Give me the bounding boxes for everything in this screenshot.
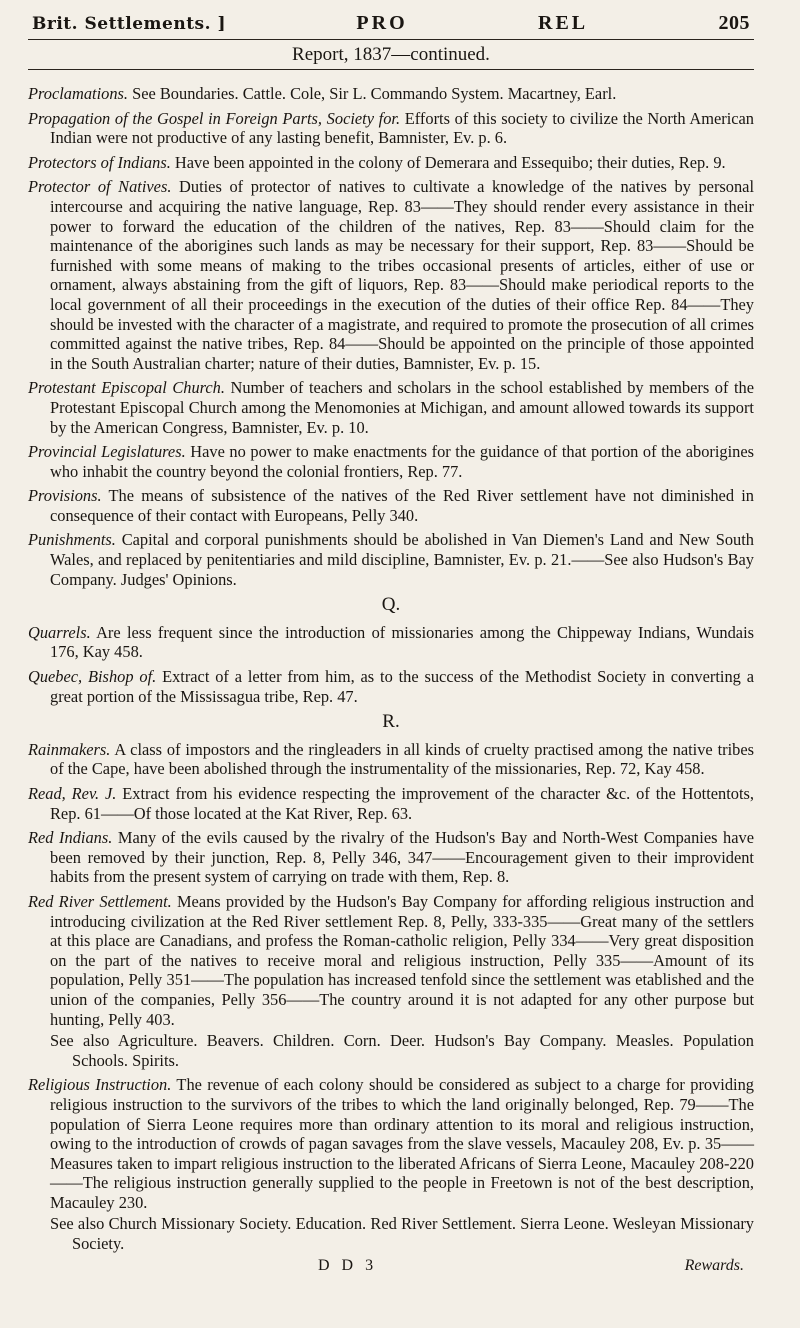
index-entry xyxy=(28,378,754,437)
index-entry xyxy=(28,1031,754,1070)
index-entry xyxy=(28,486,754,525)
entry-heading: Protestant Episcopal Church. xyxy=(28,378,225,398)
entry-heading: Quebec, Bishop of. xyxy=(28,667,157,687)
entries-group-q xyxy=(28,623,754,706)
entry-text: A class of impostors and the ringleaders in all kinds of cruelty practised among the native tribes of the Cape, have been abolished through the instrumentality of the missionaries, Rep. 72, Kay 458. xyxy=(50,739,754,779)
entry-text: Are less frequent since the introduction of missionaries among the Chippeway Indians, Wundais 176, Kay 458. xyxy=(50,622,754,662)
catchword: Rewards. xyxy=(684,1256,744,1274)
entry-heading: Rainmakers. xyxy=(28,739,111,759)
entries-group-r xyxy=(28,740,754,1254)
running-head-catch-right: REL xyxy=(538,12,589,34)
entry-text: See also Agriculture. Beavers. Children. Corn. Deer. Hudson's Bay Company. Measles. Population Schools. Spirits. xyxy=(50,1031,754,1070)
entry-text: Means provided by the Hudson's Bay Company for affording religious instruction and introducing civilization at the Red River settlement Rep. 8, Pelly, 333-335——Great many of the settlers at this place are Canadians, and profess the Roman-catholic religion, Pelly 334——Very great disposition on the part of the natives to receive moral and religious instruction, Pelly 335——Amount of its population, Pelly 351——The population has increased tenfold since the settlement was etablished and the union of the companies, Pelly 356——The country around it is not adapted for any other purpose but hunting, Pelly 403. xyxy=(50,891,755,1029)
running-head xyxy=(28,12,754,35)
index-entry xyxy=(28,740,754,779)
entry-heading: Red Indians. xyxy=(28,828,113,848)
entry-text: Efforts of this society to civilize the North American Indian were not productive of any lasting benefit, Bamnister, Ev. p. 6. xyxy=(50,108,754,148)
entry-text: Extract of a letter from him, as to the success of the Methodist Society in converting a great portion of the Mississagua tribe, Rep. 47. xyxy=(50,667,754,706)
report-subtitle: Report, 1837—continued. xyxy=(292,44,490,65)
entry-heading: Propagation of the Gospel in Foreign Parts, Society for. xyxy=(28,108,401,128)
index-entry xyxy=(28,153,754,173)
entry-heading: Religious Instruction. xyxy=(28,1075,172,1095)
header-rule xyxy=(28,39,754,40)
index-entry xyxy=(28,1075,754,1212)
index-entry xyxy=(28,828,754,887)
entry-heading: Quarrels. xyxy=(28,622,91,642)
signature-mark: D D 3 xyxy=(318,1256,378,1274)
entry-heading: Proclamations. xyxy=(28,84,129,103)
running-head-title: Brit. Settlements. ] xyxy=(32,14,227,34)
index-entry xyxy=(28,667,754,706)
entry-text: Extract from his evidence respecting the improvement of the character &c. of the Hottentots, Rep. 61——Of those located at the Kat River, Rep. 63. xyxy=(50,784,754,823)
entry-text: The means of subsistence of the natives of the Red River settlement have not diminished in consequence of their contact with Europeans, Pelly 340. xyxy=(50,486,754,525)
index-entries xyxy=(28,84,754,1254)
page-footer xyxy=(28,1257,754,1275)
entry-heading: Punishments. xyxy=(28,530,116,550)
index-entry xyxy=(28,84,754,104)
entry-heading: Red River Settlement. xyxy=(28,891,172,911)
entry-heading: Protectors of Indians. xyxy=(28,152,171,172)
entry-heading: Protector of Natives. xyxy=(28,177,172,197)
entries-group-p xyxy=(28,84,754,589)
subtitle-rule xyxy=(28,69,754,70)
index-entry xyxy=(28,1214,754,1253)
index-entry xyxy=(28,623,754,662)
entry-text: The revenue of each colony should be considered as subject to a charge for providing religious instruction to the survivors of the tribes to which the land originally belonged, Rep. 79——The population of Sierra Leone requires more than ordinary attention to its moral and religious instruction, owing to the introduction of crowds of pagan savages from the slave vessels, Macauley 208, Ev. p. 35——Measures taken to impart religious instruction to the liberated Africans of Sierra Leone, Macauley 208-220——The religious instruction generally supplied to the people in Freetown is not of the best description, Macauley 230. xyxy=(50,1075,754,1212)
section-letter-r: R. xyxy=(382,711,400,733)
entry-text: See Boundaries. Cattle. Cole, Sir L. Commando System. Macartney, Earl. xyxy=(128,84,617,103)
entry-text: Capital and corporal punishments should be abolished in Van Diemen's Land and New South Wales, and replaced by penitentiaries and mild discipline, Bamnister, Ev. p. 21.——See also Hudson's Bay Company. Judges' Opinions. xyxy=(50,530,754,589)
running-head-catch-left: PRO xyxy=(356,12,408,34)
entry-text: Duties of protector of natives to cultivate a knowledge of the natives by personal intercourse and acquiring the native language, Rep. 83——They should render every assistance in their power to forward the education of the children of the natives, Rep. 83——Should claim for the maintenance of the aborigines such lands as may be necessary for their support, Rep. 83——Should be furnished with some means of making to the tribes occasional presents of articles, either of use or ornament, always abstaining from the gift of liquors, Rep. 83——Should make periodical reports to the local government of all their proceedings in the execution of the duties of their office Rep. 84——They should be invested with the character of a magistrate, and required to promote the prosecution of all crimes committed against the native tribes, Rep. 84——Should be appointed on the principle of those appointed in the South Australian charter; nature of their duties, Bamnister, Ev. p. 15. xyxy=(50,177,754,373)
entry-text: See also Church Missionary Society. Education. Red River Settlement. Sierra Leone. Wesleyan Missionary Society. xyxy=(50,1214,754,1254)
index-entry xyxy=(28,109,754,148)
index-entry xyxy=(28,892,754,1029)
index-entry xyxy=(28,784,754,823)
entry-text: Have been appointed in the colony of Demerara and Essequibo; their duties, Rep. 9. xyxy=(170,152,726,172)
entry-heading: Provincial Legislatures. xyxy=(28,442,186,462)
section-letter-q: Q. xyxy=(381,594,401,616)
index-entry xyxy=(28,177,754,373)
entry-heading: Read, Rev. J. xyxy=(28,784,117,803)
entry-heading: Provisions. xyxy=(28,486,102,506)
index-entry xyxy=(28,442,754,481)
entry-text: Number of teachers and scholars in the school established by members of the Protestant Episcopal Church among the Menomonies at Michigan, and amount allowed towards its support by the American Congress, Bamnister, Ev. p. 10. xyxy=(50,378,754,437)
entry-text: Many of the evils caused by the rivalry of the Hudson's Bay and North-West Companies have been removed by their junction, Rep. 8, Pelly 346, 347——Encouragement given to their improvident habits from the present system of carrying on trade with them, Rep. 8. xyxy=(50,828,754,887)
entry-text: Have no power to make enactments for the guidance of that portion of the aborigines who inhabit the country beyond the colonial frontiers, Rep. 77. xyxy=(50,442,755,481)
page-number: 205 xyxy=(718,12,750,34)
index-entry xyxy=(28,530,754,589)
